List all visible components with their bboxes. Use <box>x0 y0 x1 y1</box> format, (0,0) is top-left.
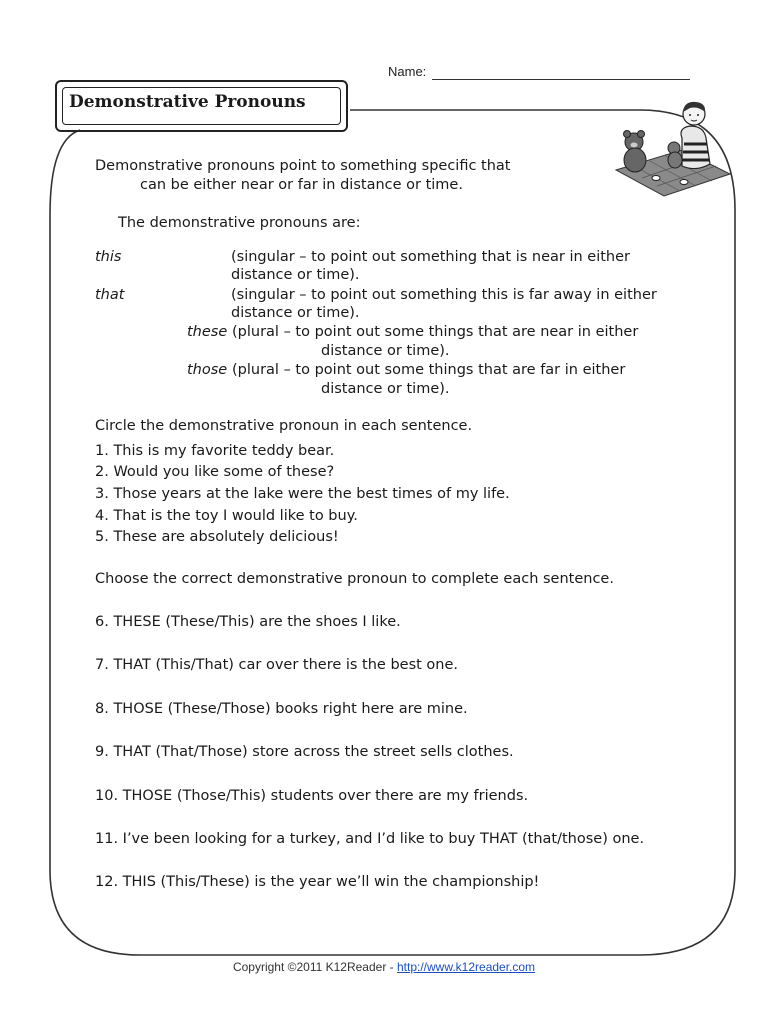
pronoun-word-these: these <box>187 324 228 340</box>
list-item: 2. Would you like some of these? <box>95 464 335 480</box>
copyright-text: Copyright ©2011 K12Reader - <box>232 960 397 974</box>
list-item: 3. Those years at the lake were the best times of my life. <box>95 486 510 502</box>
name-label: Name: <box>388 64 427 79</box>
pronoun-def-this-2: distance or time). <box>231 267 360 283</box>
list-item: 5. These are absolutely delicious! <box>95 529 339 545</box>
intro-line-1: Demonstrative pronouns point to something specific that <box>95 158 511 174</box>
list-item: 9. THAT (That/Those) store across the street sells clothes. <box>95 744 514 760</box>
list-item: 7. THAT (This/That) car over there is the best one. <box>95 657 459 673</box>
pronoun-def-these-1: (plural – to point out some things that are near in either <box>232 324 639 340</box>
pronoun-def-these-2: distance or time). <box>321 343 450 359</box>
k12reader-link[interactable]: http://www.k12reader.com <box>396 960 536 974</box>
pronoun-def-those-2: distance or time). <box>321 381 450 397</box>
pronoun-word-those: those <box>187 362 228 378</box>
pronoun-word-that: that <box>95 287 125 303</box>
page-title: Demonstrative Pronouns <box>69 92 306 112</box>
list-item: 11. I’ve been looking for a turkey, and I’d like to buy THAT (that/those) one. <box>95 831 645 847</box>
list-item: 8. THOSE (These/Those) books right here are mine. <box>95 701 468 717</box>
pronoun-list-intro: The demonstrative pronouns are: <box>118 215 361 231</box>
title-box <box>55 80 348 132</box>
list-item: 10. THOSE (Those/This) students over there are my friends. <box>95 788 529 804</box>
list-item: 4. That is the toy I would like to buy. <box>95 508 358 524</box>
list-item: 6. THESE (These/This) are the shoes I like. <box>95 614 401 630</box>
pronoun-def-this-1: (singular – to point out something that is near in either <box>231 249 631 265</box>
section2-instruction: Choose the correct demonstrative pronoun to complete each sentence. <box>95 571 614 587</box>
pronoun-def-those-1: (plural – to point out some things that are far in either <box>232 362 626 378</box>
list-item: 1. This is my favorite teddy bear. <box>95 443 335 459</box>
picnic-illustration-icon <box>612 98 734 198</box>
footer <box>0 960 768 974</box>
pronoun-def-that-2: distance or time). <box>231 305 360 321</box>
name-field[interactable] <box>432 79 690 80</box>
list-item: 12. THIS (This/These) is the year we’ll win the championship! <box>95 874 540 890</box>
pronoun-def-that-1: (singular – to point out something this is far away in either <box>231 287 657 303</box>
pronoun-word-this: this <box>95 249 122 265</box>
intro-line-2: can be either near or far in distance or time. <box>140 177 463 193</box>
section1-instruction: Circle the demonstrative pronoun in each sentence. <box>95 418 473 434</box>
